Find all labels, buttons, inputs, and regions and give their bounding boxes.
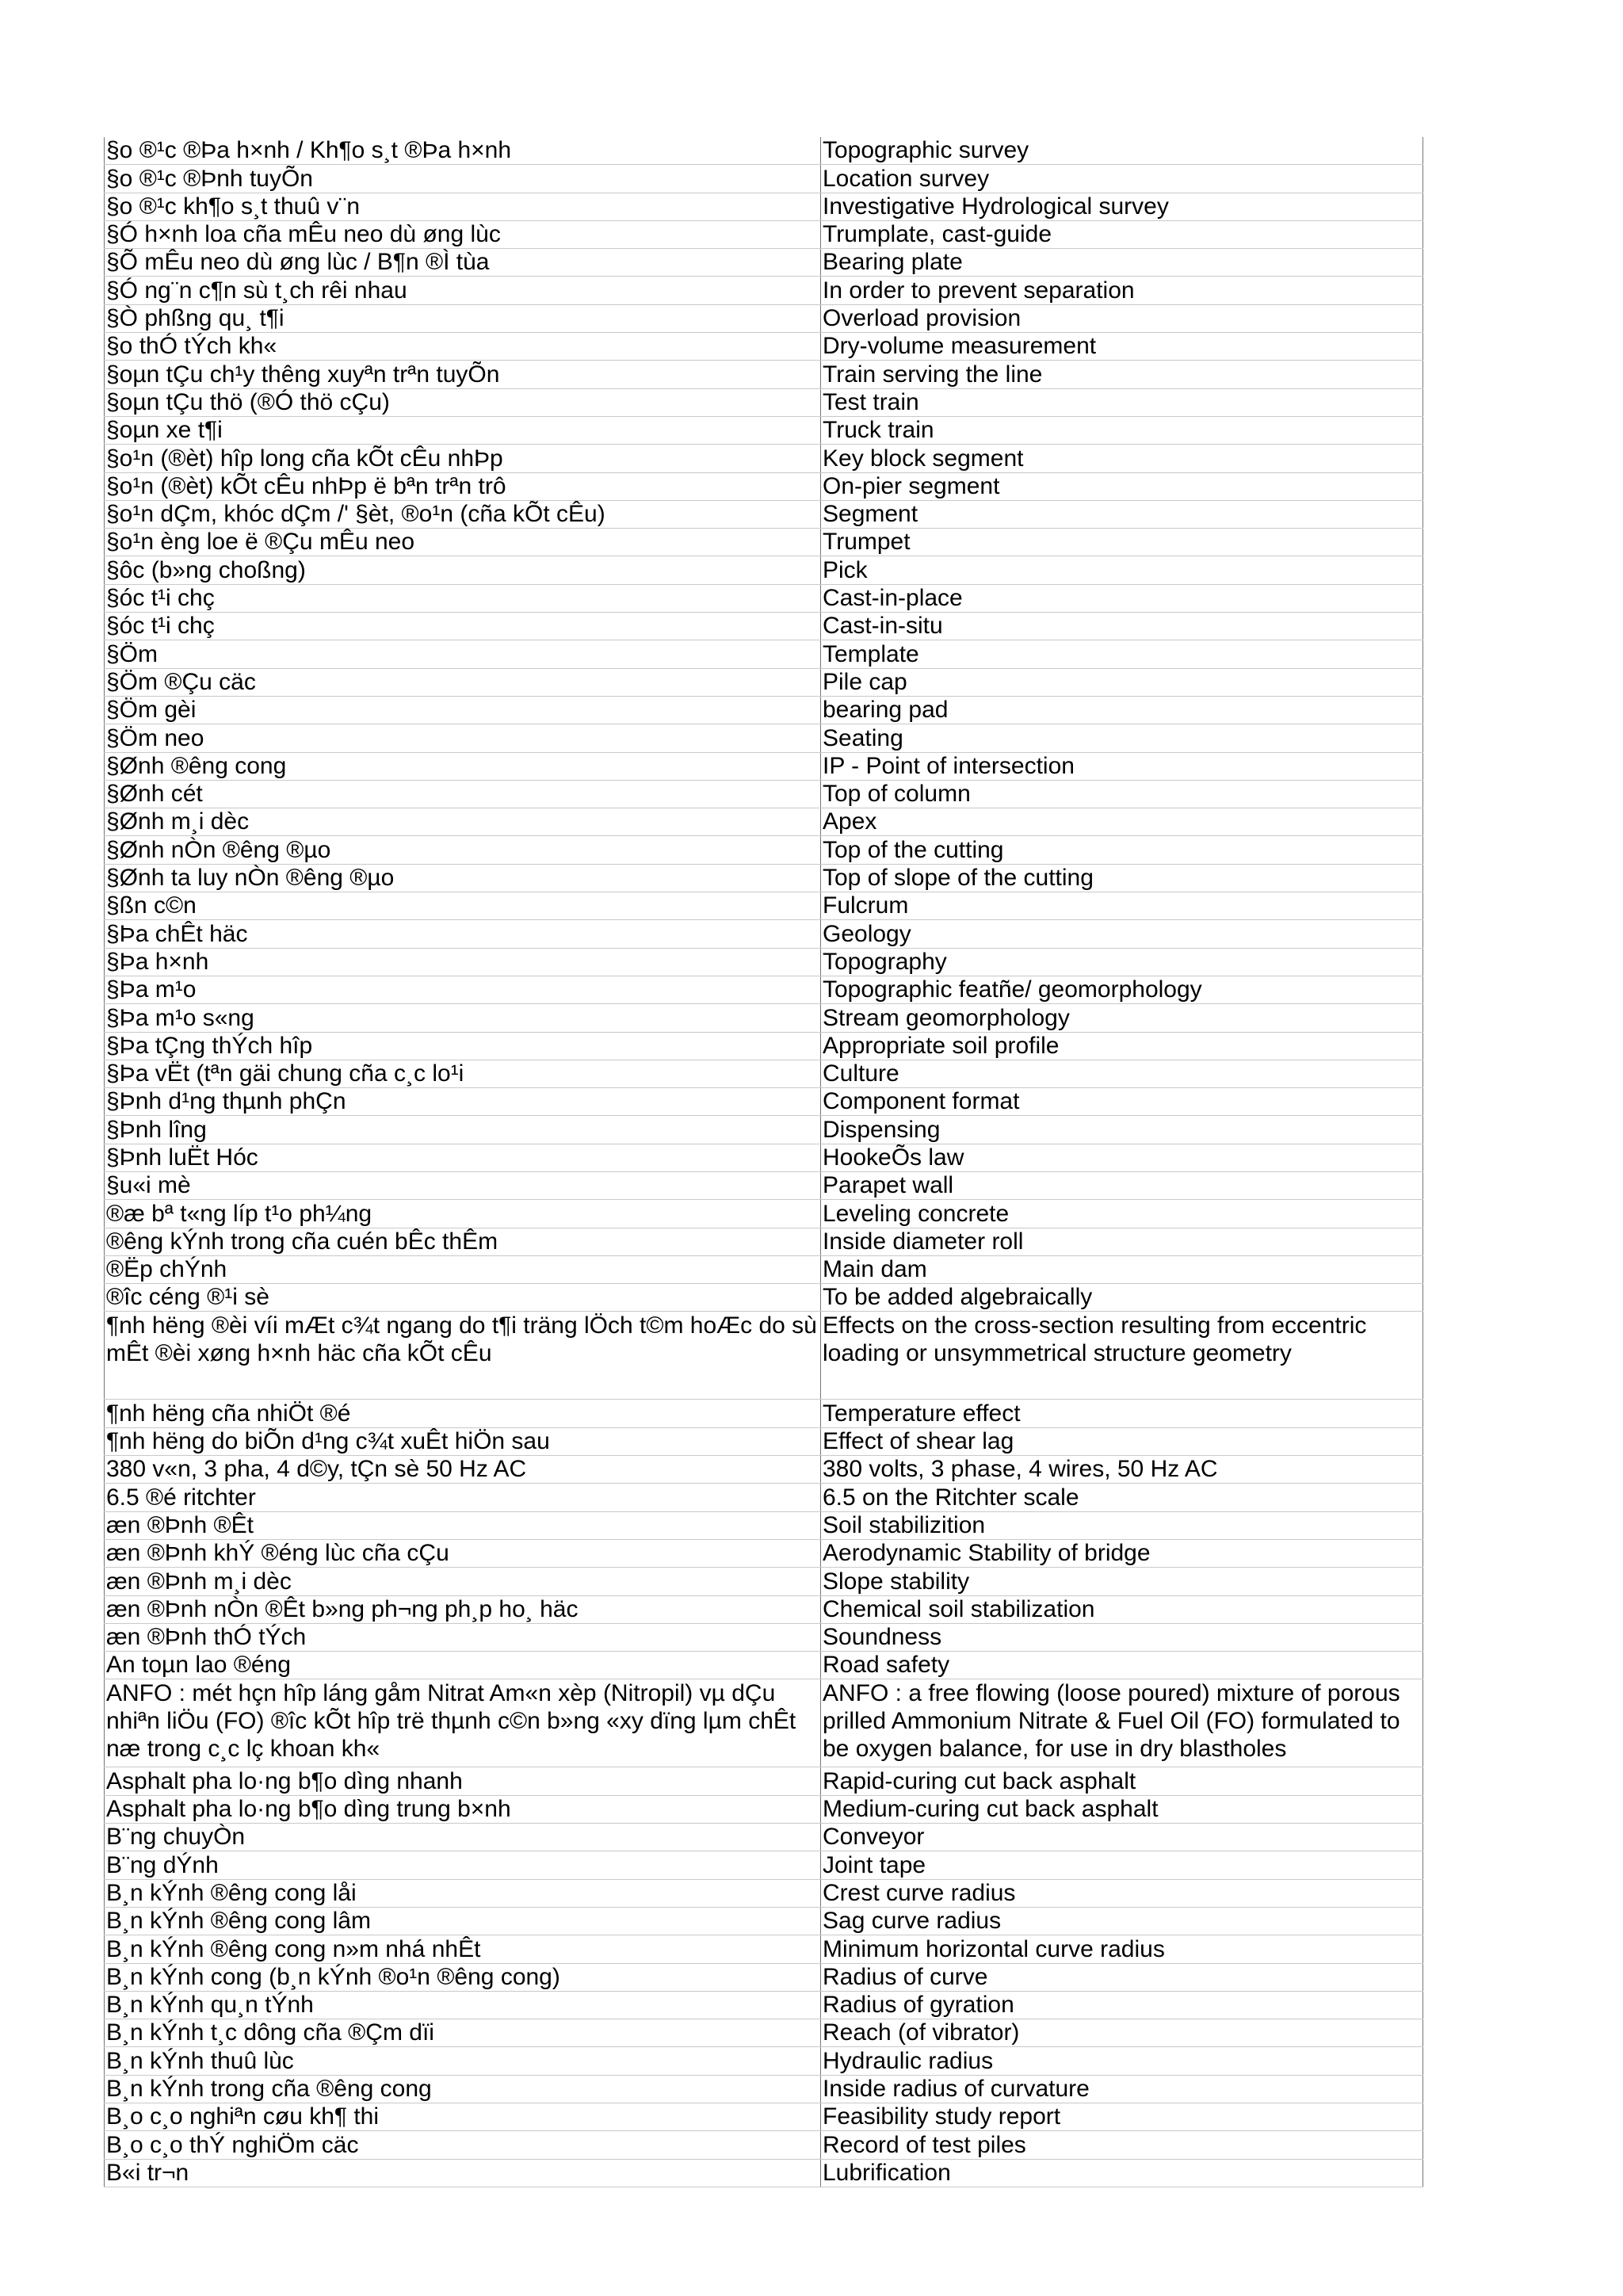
english-term-cell: Joint tape — [821, 1851, 1423, 1879]
table-row — [105, 165, 1423, 193]
table-row — [105, 1795, 1423, 1823]
vietnamese-term-cell: §o thÓ tÝch kh« — [105, 333, 821, 361]
table-row — [105, 1767, 1423, 1795]
table-row — [105, 1171, 1423, 1199]
vietnamese-term-cell: §o ®¹c ®Þa h×nh / Kh¶o s¸t ®Þa h×nh — [105, 137, 821, 165]
english-term-cell: Conveyor — [821, 1824, 1423, 1851]
table-row — [105, 976, 1423, 1003]
english-term-cell: Appropriate soil profile — [821, 1032, 1423, 1060]
vietnamese-term-cell: §Ó h×nh loa cña mÊu neo dù øng lùc — [105, 220, 821, 248]
table-row — [105, 277, 1423, 304]
english-term-cell: Top of slope of the cutting — [821, 864, 1423, 892]
vietnamese-term-cell: 6.5 ®é ritchter — [105, 1484, 821, 1511]
table-row — [105, 2131, 1423, 2159]
table-row — [105, 1144, 1423, 1171]
table-row — [105, 1427, 1423, 1455]
vietnamese-term-cell: B¸n kÝnh cong (b¸n kÝnh ®o¹n ®êng cong) — [105, 1963, 821, 1991]
english-term-cell: Record of test piles — [821, 2131, 1423, 2159]
english-term-cell: Feasibility study report — [821, 2103, 1423, 2131]
english-term-cell: 380 volts, 3 phase, 4 wires, 50 Hz AC — [821, 1456, 1423, 1484]
vietnamese-term-cell: æn ®Þnh nÒn ®Êt b»ng ph¬ng ph¸p ho¸ häc — [105, 1595, 821, 1623]
english-term-cell: Culture — [821, 1060, 1423, 1087]
english-term-cell: 6.5 on the Ritchter scale — [821, 1484, 1423, 1511]
table-row — [105, 920, 1423, 948]
vietnamese-term-cell: B¸n kÝnh ®êng cong n»m nhá nhÊt — [105, 1935, 821, 1963]
english-term-cell: Reach (of vibrator) — [821, 2019, 1423, 2047]
vietnamese-term-cell: 380 v«n, 3 pha, 4 d©y, tÇn sè 50 Hz AC — [105, 1456, 821, 1484]
vietnamese-term-cell: §Öm gèi — [105, 696, 821, 724]
vietnamese-term-cell: ¶nh hëng ®èi víi mÆt c¾t ngang do t¶i träng lÖch t©m hoÆc do sù mÊt ®èi xøng h×nh häc cña kÕt cÊu — [105, 1312, 821, 1400]
english-term-cell: Main dam — [821, 1255, 1423, 1283]
table-row — [105, 836, 1423, 864]
english-term-cell: Inside diameter roll — [821, 1228, 1423, 1255]
vietnamese-term-cell: B¸n kÝnh trong cña ®êng cong — [105, 2075, 821, 2103]
english-term-cell: Cast-in-place — [821, 584, 1423, 612]
vietnamese-term-cell: §Ønh ta luy nÒn ®êng ®µo — [105, 864, 821, 892]
english-term-cell: Trumpet — [821, 529, 1423, 556]
vietnamese-term-cell: §o ®¹c kh¶o s¸t thuû v¨n — [105, 193, 821, 220]
english-term-cell: Chemical soil stabilization — [821, 1595, 1423, 1623]
vietnamese-term-cell: B¨ng chuyÒn — [105, 1824, 821, 1851]
vietnamese-term-cell: §Ønh cét — [105, 780, 821, 808]
table-row — [105, 1879, 1423, 1907]
english-term-cell: In order to prevent separation — [821, 277, 1423, 304]
table-row — [105, 2103, 1423, 2131]
table-row — [105, 1032, 1423, 1060]
english-term-cell: Sag curve radius — [821, 1907, 1423, 1935]
vietnamese-term-cell: §óc t¹i chç — [105, 584, 821, 612]
vietnamese-term-cell: §Þa h×nh — [105, 948, 821, 976]
table-row — [105, 1200, 1423, 1228]
english-term-cell: Soundness — [821, 1623, 1423, 1651]
vietnamese-term-cell: ®îc céng ®¹i sè — [105, 1284, 821, 1312]
table-row — [105, 445, 1423, 472]
table-row — [105, 668, 1423, 696]
vietnamese-term-cell: §ôc (b»ng choßng) — [105, 556, 821, 584]
vietnamese-term-cell: §Ønh ®êng cong — [105, 752, 821, 780]
vietnamese-term-cell: §Þnh luËt Hóc — [105, 1144, 821, 1171]
vietnamese-term-cell: §Þa m¹o s«ng — [105, 1004, 821, 1032]
vietnamese-term-cell: B¸n kÝnh qu¸n tÝnh — [105, 1991, 821, 2019]
english-term-cell: Pick — [821, 556, 1423, 584]
vietnamese-term-cell: ¶nh hëng do biÕn d¹ng c¾t xuÊt hiÖn sau — [105, 1427, 821, 1455]
english-term-cell: Radius of gyration — [821, 1991, 1423, 2019]
vietnamese-term-cell: §Ønh nÒn ®êng ®µo — [105, 836, 821, 864]
vietnamese-term-cell: B¸n kÝnh thuû lùc — [105, 2047, 821, 2075]
table-row — [105, 2159, 1423, 2187]
english-term-cell: Component format — [821, 1088, 1423, 1116]
table-row — [105, 1679, 1423, 1767]
table-row — [105, 864, 1423, 892]
vietnamese-term-cell: ANFO : mét hçn hîp láng gåm Nitrat Am«n xèp (Nitropil) vµ dÇu nhiªn liÖu (FO) ®îc kÕt hîp trë thµnh c©n b»ng «xy dïng lµm chÊt næ trong c¸c lç khoan kh« — [105, 1679, 821, 1767]
table-row — [105, 2075, 1423, 2103]
vietnamese-term-cell: B¸o c¸o thÝ nghiÖm cäc — [105, 2131, 821, 2159]
english-term-cell: bearing pad — [821, 696, 1423, 724]
english-term-cell: Crest curve radius — [821, 1879, 1423, 1907]
vietnamese-term-cell: §Öm — [105, 640, 821, 668]
vietnamese-term-cell: B¸o c¸o nghiªn cøu kh¶ thi — [105, 2103, 821, 2131]
vietnamese-term-cell: §oµn tÇu thö (®Ó thö cÇu) — [105, 388, 821, 416]
table-row — [105, 2019, 1423, 2047]
english-term-cell: Test train — [821, 388, 1423, 416]
table-row — [105, 1088, 1423, 1116]
table-row — [105, 1284, 1423, 1312]
english-term-cell: Template — [821, 640, 1423, 668]
english-term-cell: Inside radius of curvature — [821, 2075, 1423, 2103]
english-term-cell: Hydraulic radius — [821, 2047, 1423, 2075]
vietnamese-term-cell: An toµn lao ®éng — [105, 1652, 821, 1679]
english-term-cell: Aerodynamic Stability of bridge — [821, 1539, 1423, 1567]
vietnamese-term-cell: §Öm ®Çu cäc — [105, 668, 821, 696]
vietnamese-term-cell: §oµn tÇu ch¹y thêng xuyªn trªn tuyÕn — [105, 361, 821, 388]
vietnamese-term-cell: B¸n kÝnh ®êng cong lâm — [105, 1907, 821, 1935]
vietnamese-term-cell: æn ®Þnh ®Êt — [105, 1511, 821, 1539]
vietnamese-term-cell: ¶nh hëng cña nhiÖt ®é — [105, 1400, 821, 1427]
vietnamese-term-cell: ®Ëp chÝnh — [105, 1255, 821, 1283]
vietnamese-term-cell: §oµn xe t¶i — [105, 416, 821, 444]
table-row — [105, 1004, 1423, 1032]
english-term-cell: Road safety — [821, 1652, 1423, 1679]
table-row — [105, 220, 1423, 248]
table-row — [105, 640, 1423, 668]
english-term-cell: Pile cap — [821, 668, 1423, 696]
table-row — [105, 948, 1423, 976]
vietnamese-term-cell: §u«i mè — [105, 1171, 821, 1199]
table-row — [105, 249, 1423, 277]
english-term-cell: Rapid-curing cut back asphalt — [821, 1767, 1423, 1795]
vietnamese-term-cell: §Þa tÇng thÝch hîp — [105, 1032, 821, 1060]
vietnamese-term-cell: §Öm neo — [105, 724, 821, 752]
table-row — [105, 780, 1423, 808]
english-term-cell: Segment — [821, 500, 1423, 528]
english-term-cell: Topographic featñe/ geomorphology — [821, 976, 1423, 1003]
table-row — [105, 1456, 1423, 1484]
vietnamese-term-cell: æn ®Þnh m¸i dèc — [105, 1568, 821, 1595]
english-term-cell: ANFO : a free flowing (loose poured) mixture of porous prilled Ammonium Nitrate & Fuel Oil (FO) formulated to be oxygen balance, for use in dry blastholes — [821, 1679, 1423, 1767]
table-row — [105, 1851, 1423, 1879]
english-term-cell: Location survey — [821, 165, 1423, 193]
english-term-cell: IP - Point of intersection — [821, 752, 1423, 780]
vietnamese-term-cell: §o¹n (®èt) hîp long cña kÕt cÊu nhÞp — [105, 445, 821, 472]
english-term-cell: Seating — [821, 724, 1423, 752]
english-term-cell: To be added algebraically — [821, 1284, 1423, 1312]
table-row — [105, 1511, 1423, 1539]
table-row — [105, 193, 1423, 220]
table-row — [105, 361, 1423, 388]
table-row — [105, 1539, 1423, 1567]
table-row — [105, 1963, 1423, 1991]
table-row — [105, 1568, 1423, 1595]
vietnamese-term-cell: §o¹n èng loe ë ®Çu mÊu neo — [105, 529, 821, 556]
table-row — [105, 1255, 1423, 1283]
vietnamese-term-cell: B«i tr¬n — [105, 2159, 821, 2187]
table-row — [105, 2047, 1423, 2075]
vietnamese-term-cell: §Ò phßng qu¸ t¶i — [105, 304, 821, 332]
table-row — [105, 752, 1423, 780]
table-row — [105, 1907, 1423, 1935]
vietnamese-term-cell: ®æ bª t«ng líp t¹o ph¼ng — [105, 1200, 821, 1228]
english-term-cell: Topographic survey — [821, 137, 1423, 165]
table-row — [105, 808, 1423, 836]
english-term-cell: Truck train — [821, 416, 1423, 444]
vietnamese-term-cell: §Þa vËt (tªn gäi chung cña c¸c lo¹i — [105, 1060, 821, 1087]
table-row — [105, 892, 1423, 920]
table-row — [105, 333, 1423, 361]
table-row — [105, 1991, 1423, 2019]
vietnamese-term-cell: B¨ng dÝnh — [105, 1851, 821, 1879]
table-row — [105, 137, 1423, 165]
english-term-cell: Parapet wall — [821, 1171, 1423, 1199]
table-row — [105, 304, 1423, 332]
english-term-cell: Apex — [821, 808, 1423, 836]
table-row — [105, 388, 1423, 416]
vietnamese-term-cell: Asphalt pha lo·ng b¶o dìng nhanh — [105, 1767, 821, 1795]
table-row — [105, 1116, 1423, 1144]
table-row — [105, 613, 1423, 640]
table-row — [105, 1623, 1423, 1651]
english-term-cell: Top of the cutting — [821, 836, 1423, 864]
vietnamese-term-cell: B¸n kÝnh t¸c dông cña ®Çm dïi — [105, 2019, 821, 2047]
vietnamese-term-cell: §Þnh lîng — [105, 1116, 821, 1144]
vietnamese-term-cell: §o ®¹c ®Þnh tuyÕn — [105, 165, 821, 193]
table-row — [105, 500, 1423, 528]
english-term-cell: Fulcrum — [821, 892, 1423, 920]
glossary-body — [105, 137, 1423, 2187]
english-term-cell: HookeÕs law — [821, 1144, 1423, 1171]
english-term-cell: Train serving the line — [821, 361, 1423, 388]
vietnamese-term-cell: §Õ mÊu neo dù øng lùc / B¶n ®Ì tùa — [105, 249, 821, 277]
english-term-cell: Slope stability — [821, 1568, 1423, 1595]
english-term-cell: Leveling concrete — [821, 1200, 1423, 1228]
english-term-cell: Geology — [821, 920, 1423, 948]
english-term-cell: Medium-curing cut back asphalt — [821, 1795, 1423, 1823]
vietnamese-term-cell: æn ®Þnh thÓ tÝch — [105, 1623, 821, 1651]
glossary-sheet — [104, 137, 1423, 2187]
table-row — [105, 1484, 1423, 1511]
english-term-cell: Radius of curve — [821, 1963, 1423, 1991]
table-row — [105, 1824, 1423, 1851]
vietnamese-term-cell: §Ønh m¸i dèc — [105, 808, 821, 836]
vietnamese-term-cell: §Ó ng¨n c¶n sù t¸ch rêi nhau — [105, 277, 821, 304]
english-term-cell: Effects on the cross-section resulting from eccentric loading or unsymmetrical structure geometry — [821, 1312, 1423, 1400]
vietnamese-term-cell: §Þnh d¹ng thµnh phÇn — [105, 1088, 821, 1116]
english-term-cell: Soil stabilizition — [821, 1511, 1423, 1539]
english-term-cell: Dispensing — [821, 1116, 1423, 1144]
english-term-cell: On-pier segment — [821, 472, 1423, 500]
english-term-cell: Minimum horizontal curve radius — [821, 1935, 1423, 1963]
vietnamese-term-cell: Asphalt pha lo·ng b¶o dìng trung b×nh — [105, 1795, 821, 1823]
table-row — [105, 584, 1423, 612]
table-row — [105, 1228, 1423, 1255]
glossary-table — [104, 137, 1423, 2187]
vietnamese-term-cell: ®êng kÝnh trong cña cuén bÊc thÊm — [105, 1228, 821, 1255]
table-row — [105, 1652, 1423, 1679]
table-row — [105, 724, 1423, 752]
english-term-cell: Dry-volume measurement — [821, 333, 1423, 361]
english-term-cell: Top of column — [821, 780, 1423, 808]
vietnamese-term-cell: B¸n kÝnh ®êng cong låi — [105, 1879, 821, 1907]
english-term-cell: Overload provision — [821, 304, 1423, 332]
english-term-cell: Lubrification — [821, 2159, 1423, 2187]
vietnamese-term-cell: §Þa m¹o — [105, 976, 821, 1003]
english-term-cell: Investigative Hydrological survey — [821, 193, 1423, 220]
table-row — [105, 416, 1423, 444]
english-term-cell: Key block segment — [821, 445, 1423, 472]
vietnamese-term-cell: §o¹n dÇm, khóc dÇm /' §èt, ®o¹n (cña kÕt cÊu) — [105, 500, 821, 528]
table-row — [105, 1312, 1423, 1400]
table-row — [105, 556, 1423, 584]
vietnamese-term-cell: æn ®Þnh khÝ ®éng lùc cña cÇu — [105, 1539, 821, 1567]
english-term-cell: Effect of shear lag — [821, 1427, 1423, 1455]
english-term-cell: Cast-in-situ — [821, 613, 1423, 640]
table-row — [105, 472, 1423, 500]
vietnamese-term-cell: §o¹n (®èt) kÕt cÊu nhÞp ë bªn trªn trô — [105, 472, 821, 500]
vietnamese-term-cell: §ßn c©n — [105, 892, 821, 920]
english-term-cell: Topography — [821, 948, 1423, 976]
table-row — [105, 696, 1423, 724]
table-row — [105, 1935, 1423, 1963]
english-term-cell: Temperature effect — [821, 1400, 1423, 1427]
table-row — [105, 1595, 1423, 1623]
vietnamese-term-cell: §Þa chÊt häc — [105, 920, 821, 948]
table-row — [105, 1400, 1423, 1427]
english-term-cell: Bearing plate — [821, 249, 1423, 277]
table-row — [105, 1060, 1423, 1087]
table-row — [105, 529, 1423, 556]
english-term-cell: Trumplate, cast-guide — [821, 220, 1423, 248]
vietnamese-term-cell: §óc t¹i chç — [105, 613, 821, 640]
english-term-cell: Stream geomorphology — [821, 1004, 1423, 1032]
